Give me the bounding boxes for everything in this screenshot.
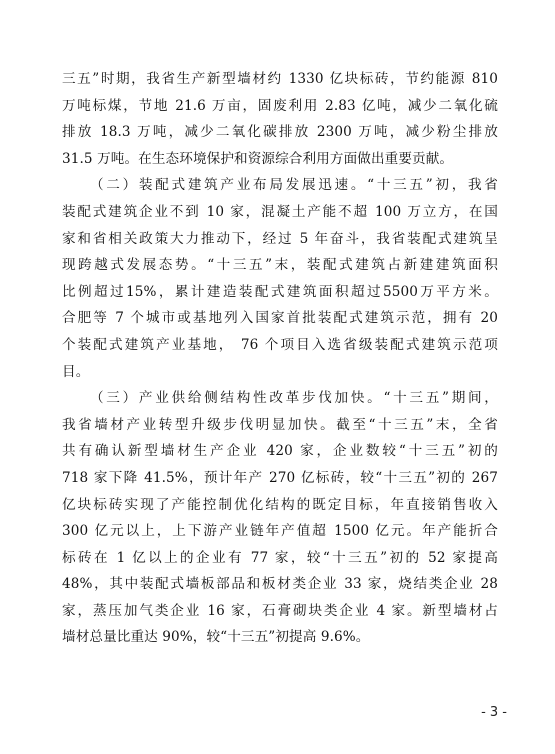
text-line: 共有确认新型墙材生产企业 420 家，企业数较“十三五”初的 <box>62 443 498 460</box>
text-line: 300 亿元以上，上下游产业链年产值超 1500 亿元。年产能折合 <box>62 523 498 540</box>
text-line: 万吨标煤，节地 21.6 万亩，固废利用 2.83 亿吨，减少二氧化硫 <box>62 97 498 114</box>
text-line: 亿块标砖实现了产能控制优化结构的既定目标，年直接销售收入 <box>62 496 498 513</box>
text-line: 现跨越式发展态势。“十三五”末，装配式建筑占新建建筑面积 <box>62 257 498 274</box>
text-line: 31.5 万吨。在生态环境保护和资源综合利用方面做出重要贡献。 <box>62 150 454 167</box>
body-text <box>62 66 498 651</box>
text-line: 合肥等 7 个城市或基地列入国家首批装配式建筑示范，拥有 20 <box>62 310 498 327</box>
text-line: 排放 18.3 万吨，减少二氧化碳排放 2300 万吨，减少粉尘排放 <box>62 124 498 141</box>
text-line: 个装配式建筑产业基地， 76 个项目入选省级装配式建筑示范项 <box>62 336 498 353</box>
text-line: 三五”时期，我省生产新型墙材约 1330 亿块标砖，节约能源 810 <box>62 71 498 87</box>
page-number: - 3 - <box>481 705 507 720</box>
text-line: （二）装配式建筑产业布局发展迅速。“十三五”初，我省 <box>90 177 498 194</box>
text-line: 家，蒸压加气类企业 16 家，石膏砌块类企业 4 家。新型墙材占 <box>62 602 498 619</box>
text-line: 我省墙材产业转型升级步伐明显加快。截至“十三五”末，全省 <box>62 416 498 433</box>
text-line: 比例超过15%，累计建造装配式建筑面积超过5500万平方米。 <box>62 283 498 300</box>
text-line: 家和省相关政策大力推动下，经过 5 年奋斗，我省装配式建筑呈 <box>62 230 498 247</box>
text-line: 标砖在 1 亿以上的企业有 77 家，较“十三五”初的 52 家提高 <box>62 549 498 566</box>
text-line: 48%，其中装配式墙板部品和板材类企业 33 家，烧结类企业 28 <box>62 576 498 593</box>
text-line: 718 家下降 41.5%，预计年产 270 亿标砖，较“十三五”初的 267 <box>62 469 498 486</box>
text-line: 目。 <box>62 363 90 380</box>
text-line: 装配式建筑企业不到 10 家，混凝土产能不超 100 万立方，在国 <box>62 203 498 220</box>
text-line: 墙材总量比重达 90%，较“十三五”初提高 9.6%。 <box>62 629 370 646</box>
text-line: （三）产业供给侧结构性改革步伐加快。“十三五”期间， <box>90 390 498 407</box>
